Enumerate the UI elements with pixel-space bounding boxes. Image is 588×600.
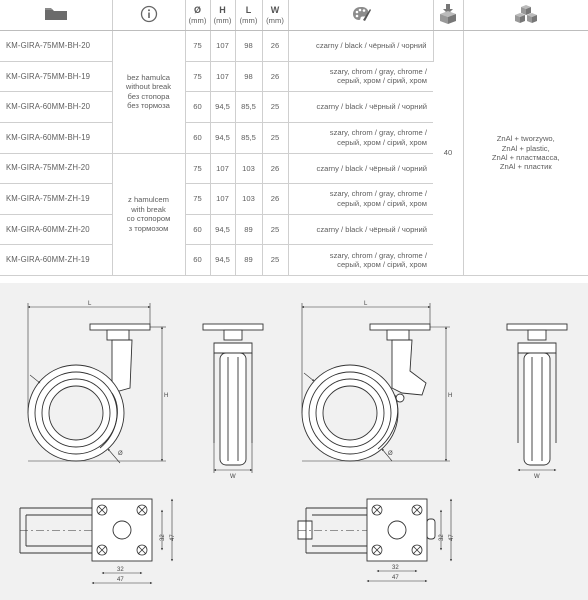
length-value: 103 — [235, 184, 262, 215]
brake-on-description: z hamulcem with break со стопором з тормозом — [112, 153, 185, 276]
length-value: 103 — [235, 153, 262, 184]
product-code: KM-GIRA-60MM-BH-20 — [0, 92, 112, 123]
diameter-value: 60 — [185, 245, 210, 276]
length-value: 89 — [235, 214, 262, 245]
diameter-value: 60 — [185, 122, 210, 153]
packaging-value: 40 — [433, 31, 463, 276]
diameter-value: 75 — [185, 31, 210, 62]
length-value: 98 — [235, 31, 262, 62]
drawings-svg — [0, 283, 588, 600]
plate-outer-label: 47 — [392, 575, 399, 581]
length-label: L — [88, 301, 92, 307]
diameter-value: 60 — [185, 214, 210, 245]
table-header-row — [0, 0, 588, 31]
length-label: L — [364, 301, 368, 307]
front-view-no-brake — [203, 324, 263, 473]
palette-icon — [351, 5, 371, 23]
top-view-no-brake — [20, 499, 172, 583]
diameter-label: Ø — [118, 451, 123, 457]
side-view-with-brake — [302, 303, 453, 461]
brake-off-description: bez hamulca without break без стопора без тормоза — [112, 31, 185, 154]
width-label: W — [534, 474, 540, 480]
height-value: 94,5 — [210, 92, 235, 123]
height-label: H — [164, 393, 169, 399]
height-value: 107 — [210, 184, 235, 215]
header-length: L (mm) — [235, 0, 262, 31]
header-color — [288, 0, 433, 31]
width-value: 25 — [262, 245, 288, 276]
box-download-icon — [439, 4, 457, 24]
specification-table — [0, 0, 588, 276]
color-value: szary, chrom / gray, chrome / серый, хром / сірий, хром — [288, 122, 433, 153]
product-code: KM-GIRA-60MM-BH-19 — [0, 122, 112, 153]
width-label: W — [230, 474, 236, 480]
plate-outer-label: 47 — [117, 577, 124, 583]
plate-inner-label: 32 — [439, 534, 445, 541]
folder-icon — [44, 7, 68, 21]
length-value: 89 — [235, 245, 262, 276]
height-value: 94,5 — [210, 245, 235, 276]
width-value: 26 — [262, 153, 288, 184]
product-code: KM-GIRA-75MM-BH-20 — [0, 31, 112, 62]
color-value: szary, chrom / gray, chrome / серый, хром / сірий, хром — [288, 245, 433, 276]
plate-outer-label: 47 — [449, 534, 455, 541]
height-label: H — [448, 393, 453, 399]
header-height: H (mm) — [210, 0, 235, 31]
header-material — [463, 0, 588, 31]
color-value: czarny / black / чёрный / чорний — [288, 31, 433, 62]
color-value: czarny / black / чёрный / чорний — [288, 92, 433, 123]
width-value: 26 — [262, 31, 288, 62]
info-icon — [140, 5, 158, 23]
product-code: KM-GIRA-75MM-ZH-19 — [0, 184, 112, 215]
diameter-value: 75 — [185, 184, 210, 215]
height-value: 94,5 — [210, 214, 235, 245]
header-packaging — [433, 0, 463, 31]
diameter-value: 75 — [185, 61, 210, 92]
plate-inner-label: 32 — [392, 565, 399, 571]
diameter-label: Ø — [388, 451, 393, 457]
length-value: 85,5 — [235, 122, 262, 153]
height-value: 107 — [210, 31, 235, 62]
width-value: 25 — [262, 92, 288, 123]
plate-outer-label: 47 — [170, 534, 176, 541]
plate-inner-label: 32 — [117, 567, 124, 573]
top-view-with-brake — [298, 499, 451, 581]
width-value: 25 — [262, 214, 288, 245]
header-code — [0, 0, 112, 31]
product-code: KM-GIRA-75MM-ZH-20 — [0, 153, 112, 184]
table-row — [0, 31, 588, 62]
header-diameter: Ø (mm) — [185, 0, 210, 31]
material-value: ZnAl + tworzywo, ZnAl + plastic, ZnAl + пластмасса, ZnAl + пластик — [463, 31, 588, 276]
diameter-value: 75 — [185, 153, 210, 184]
color-value: szary, chrom / gray, chrome / серый, хром / сірий, хром — [288, 61, 433, 92]
cubes-icon — [513, 4, 539, 24]
color-value: szary, chrom / gray, chrome / серый, хром / сірий, хром — [288, 184, 433, 215]
length-value: 85,5 — [235, 92, 262, 123]
header-width: W (mm) — [262, 0, 288, 31]
side-view-no-brake — [28, 303, 169, 463]
color-value: czarny / black / чёрный / чорний — [288, 153, 433, 184]
width-value: 26 — [262, 61, 288, 92]
diameter-value: 60 — [185, 92, 210, 123]
header-info — [112, 0, 185, 31]
length-value: 98 — [235, 61, 262, 92]
color-value: czarny / black / чёрный / чорний — [288, 214, 433, 245]
product-code: KM-GIRA-75MM-BH-19 — [0, 61, 112, 92]
width-value: 25 — [262, 122, 288, 153]
front-view-with-brake — [507, 324, 567, 470]
height-value: 107 — [210, 61, 235, 92]
plate-inner-label: 32 — [160, 534, 166, 541]
height-value: 107 — [210, 153, 235, 184]
width-value: 26 — [262, 184, 288, 215]
height-value: 94,5 — [210, 122, 235, 153]
product-code: KM-GIRA-60MM-ZH-20 — [0, 214, 112, 245]
product-code: KM-GIRA-60MM-ZH-19 — [0, 245, 112, 276]
technical-drawings — [0, 283, 588, 600]
